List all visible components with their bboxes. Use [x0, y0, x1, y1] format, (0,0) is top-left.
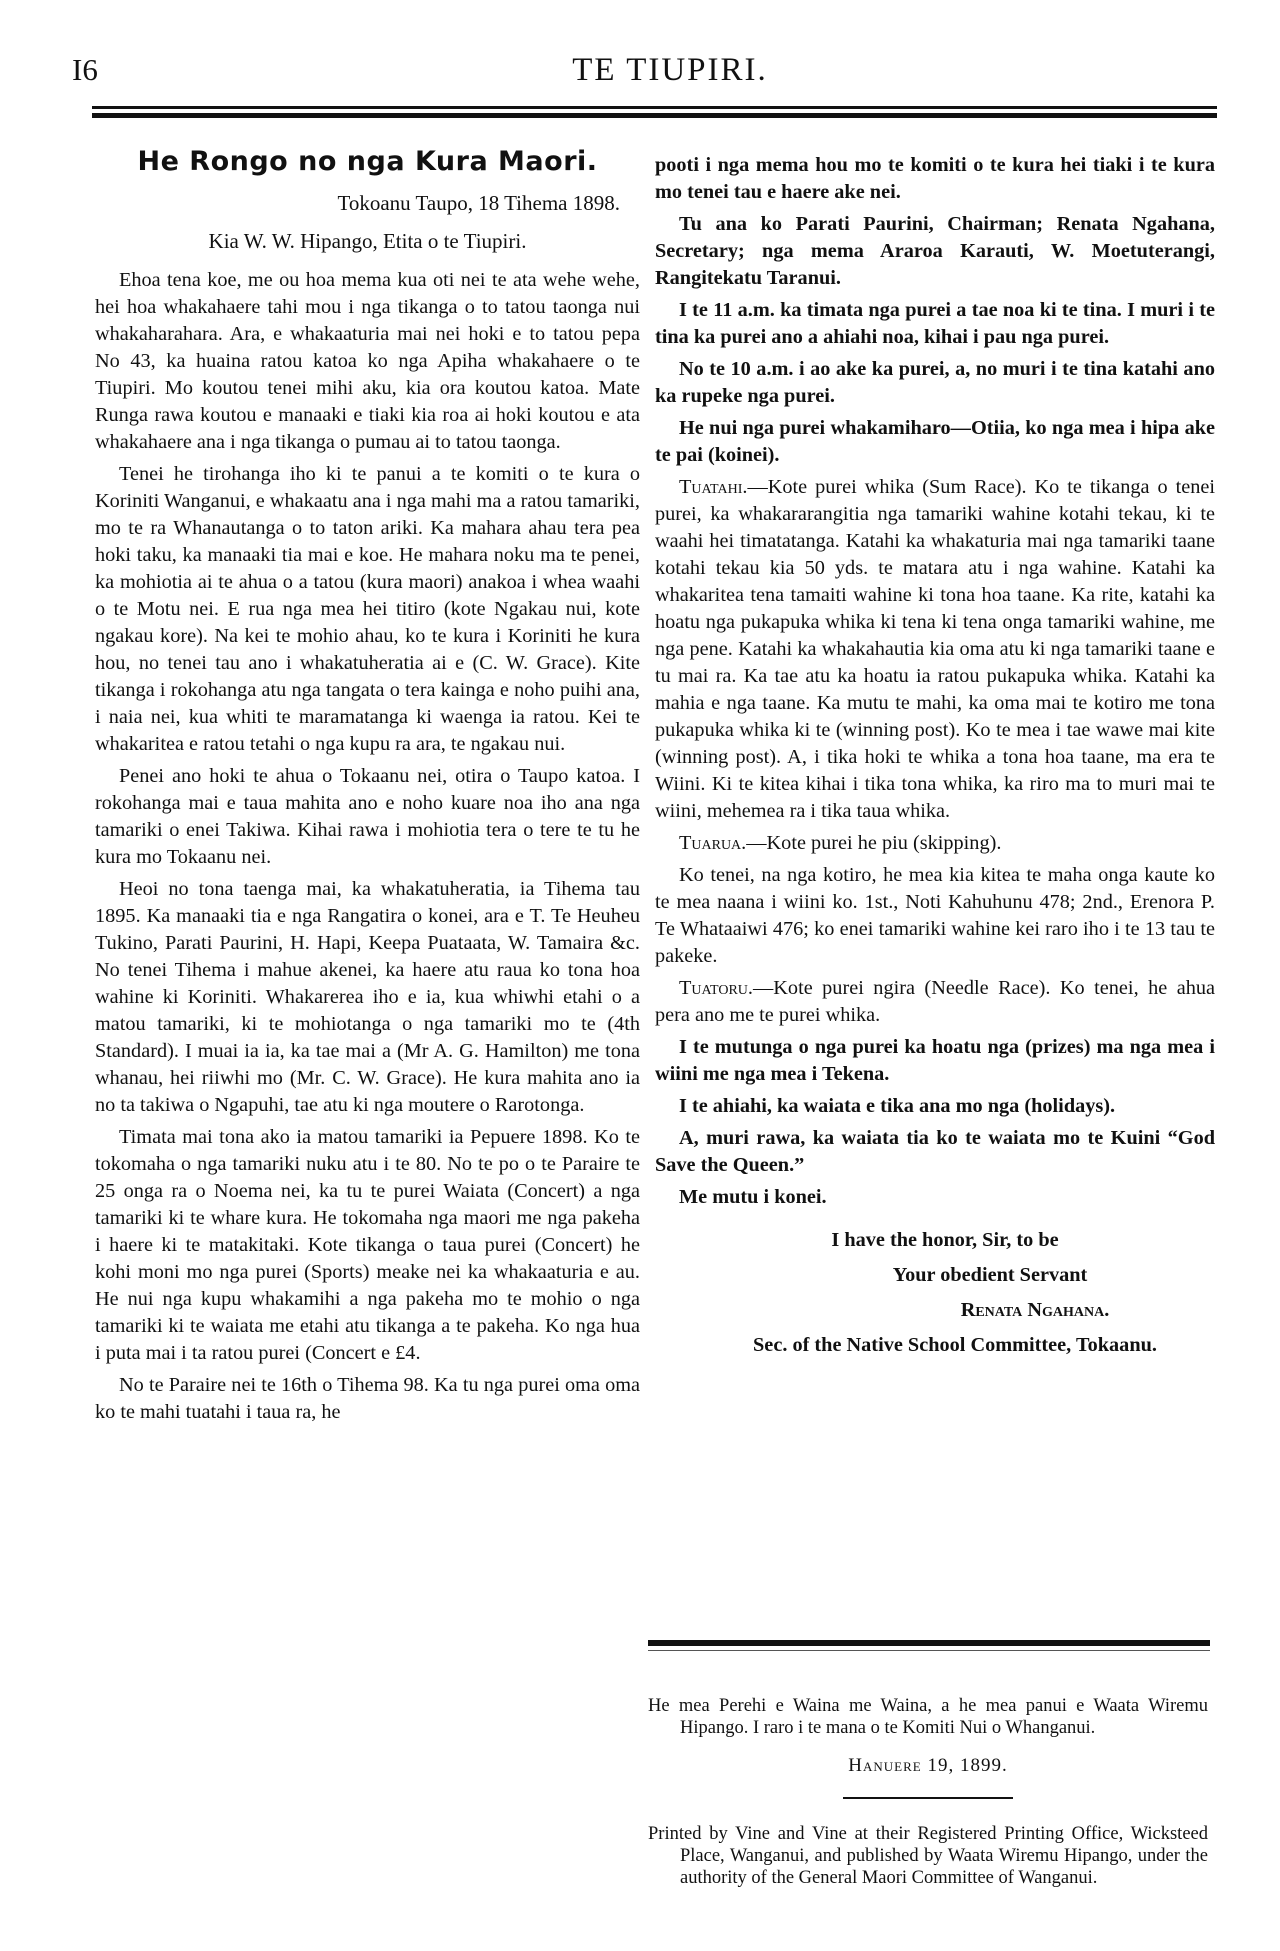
signoff-line: I have the honor, Sir, to be — [831, 1229, 1059, 1251]
header-rule — [92, 106, 1217, 109]
paragraph: A, muri rawa, ka waiata tia ko te waiata mo te Kuini “God Save the Queen.” — [655, 1127, 1215, 1176]
page-number: I6 — [72, 52, 98, 87]
paragraph: I te 11 a.m. ka timata nga purei a tae noa ki te tina. I muri i te tina ka purei ano a ahiahi noa, kihai i pau nga purei. — [655, 299, 1215, 348]
section-lead: Tuatahi. — [679, 476, 748, 498]
footer-rule — [648, 1640, 1210, 1646]
header-rule-thick — [92, 113, 1217, 118]
paragraph-tuatahi — [655, 474, 1215, 825]
paragraph: I te ahiahi, ka waiata e tika ana mo nga (holidays). — [679, 1095, 1116, 1117]
paragraph: Me mutu i konei. — [679, 1186, 827, 1208]
publication-notice: He mea Perehi e Waina me Waina, a he mea panui e Waata Wiremu Hipango. I raro i te mana o te Komiti Nui o Whanganui. — [648, 1696, 1208, 1738]
section-text: —Kote purei he piu (skipping). — [746, 832, 1002, 854]
imprint — [648, 1695, 1208, 1889]
paragraph: Ko tenei, na nga kotiro, he mea kia kitea te maha onga kaute ko te mea naana i wiini ko. 1st., Noti Kahuhunu 478; 2nd., Erenora P. Te Whataaiwi 476; ko enei tamariki wahine kei raro iho i te 13 tau te pakeke. — [655, 864, 1215, 967]
masthead: TE TIUPIRI. — [572, 52, 768, 88]
dateline: Tokoanu Taupo, 18 Tihema 1898. — [337, 191, 620, 215]
paragraph: No te Paraire nei te 16th o Tihema 98. Ka tu nga purei oma oma ko te mahi tuatahi i taua ra, he — [95, 1374, 640, 1423]
paragraph: Tenei he tirohanga iho ki te panui a te komiti o te kura o Koriniti Wanganui, e whakaatu ana i nga mahi ma a ratou tamariki, mo te ra Whanautanga o to taton ariki. Ka mahara ahau tera pea hoki taku, ka manaaki tia mai e koe. He mahara noku ma te penei, ka mohiotia ai te ahua o a tatou (kura maori) anakoa i whea waahi o te Motu nei. E rua nga mea hei titiro (kote Ngakau nui, kote ngakau kore). Na kei te mohio ahau, ko te kura i Koriniti he kura hou, no tenei tau ano i whakatuheratia ai e (C. W. Grace). Kite tikanga i rokohanga atu nga tangata o tera kainga e noho puihi ana, i naia nei, kua whiti te maramatanga ki waenga ia ratou. Kei te whakaritea e ratou tetahi o nga kupu ra ara, te ngakau nui. — [95, 463, 640, 755]
section-text: —Kote purei whika (Sum Race). Ko te tikanga o tenei purei, ka whakararangitia nga tamariki wahine kotahi tekau, ki te waahi hei timatatanga. Katahi ka whakaturia mai nga tamariki taane kotahi tekau kia 50 yds. te matara atu i nga wahine. Katahi ka whakaritea tena tamaiti wahine ki tona hoa taane. Ka rite, katahi ka hoatu nga pukapuka whika ki tena ki tena onga tamariki wahine, me nga pene. Katahi ka whakahautia kia oma atu ki nga tamariki taane e tu mai ra. Ka tae atu ka hoatu ia ratou pukapuka whika. Katahi ka mahia e nga taane. Ka mutu te mahi, ka oma mai te kotiro me tona pukapuka whika ki te (winning post). Ko te mea i tae wawe mai kite (winning post). A, i tika hoki te whika a tona hoa taane, ma era te Wiini. Ki te kitea kihai i tika tona whika, ka riro ma to muri mai te wiini, mehemea ra i tika taua whika. — [655, 476, 1215, 822]
divider — [843, 1797, 1013, 1799]
printer-notice: Printed by Vine and Vine at their Registered Printing Office, Wicksteed Place, Wanganui, and published by Waata Wiremu Hipango, under the authority of the General Maori Committee of Wanganui. — [648, 1824, 1208, 1888]
paragraph: Tu ana ko Parati Paurini, Chairman; Renata Ngahana, Secretary; nga mema Araroa Karauti, W. Moetuterangi, Rangitekatu Taranui. — [655, 213, 1215, 289]
paragraph: Heoi no tona taenga mai, ka whakatuheratia, ia Tihema tau 1895. Ka manaaki tia e nga Rangatira o konei, ara e T. Te Heuheu Tukino, Parati Paurini, H. Hapi, Keepa Puataata, W. Tamaira &c. No tenei Tihema i mahue akenei, ka haere atu raua ko tona hoa wahine ki Koriniti. Whakarerea iho e ia, kua whiwhi etahi o a matou tamariki, ki te mohiotanga o nga tamariki mo te (4th Standard). I muai ia ia, ka tae mai a (Mr A. G. Hamilton) me tona whanau, hei riiwhi mo (Mr. C. W. Grace). He kura mahita ano ia no ta takiwa o Ngapuhi, tae atu ki nga moutere o Rarotonga. — [95, 878, 640, 1116]
footer-rule-thin — [648, 1650, 1210, 1651]
right-column — [655, 152, 1215, 1363]
left-column — [95, 142, 640, 1431]
section-lead: Tuatoru. — [679, 977, 753, 999]
signoff-line: Your obedient Servant — [892, 1264, 1088, 1286]
signoff-role: Sec. of the Native School Committee, Tokaanu. — [753, 1334, 1157, 1356]
publication-date: Hanuere 19, 1899. — [848, 1755, 1008, 1776]
paragraph: Penei ano hoki te ahua o Tokaanu nei, otira o Taupo katoa. I rokohanga mai e taua mahita ano e noho kuare noa iho ana nga tamariki o enei Takiwa. Kihai rawa i mohiotia tera o tere te tu he kura mo Tokaanu nei. — [95, 765, 640, 868]
salutation: Kia W. W. Hipango, Etita o te Tiupiri. — [208, 229, 527, 253]
section-text: —Kote purei ngira (Needle Race). Ko tenei, he ahua pera ano me te purei whika. — [655, 977, 1215, 1026]
signoff-name: Renata Ngahana. — [960, 1299, 1110, 1321]
paragraph: Timata mai tona ako ia matou tamariki ia Pepuere 1898. Ko te tokomaha o nga tamariki nuku atu i te 80. No te po o te Paraire te 25 onga ra o Noema nei, ka tu te purei Waiata (Concert) a nga tamariki ki te whare kura. He tokomaha nga maori me nga pakeha i haere ki te matakitaki. Kote tikanga o taua purei (Concert) he kohi moni mo nga purei (Sports) meake nei ka whakaaturia e au. He nui nga kupu whakamihi a nga pakeha mo te mohio o nga tamariki ki te waiata me etahi atu tikanga a te pakeha. Ko nga hua i puta mai i ta ratou purei (Concert e £4. — [95, 1126, 640, 1364]
paragraph-tuatoru — [655, 975, 1215, 1029]
paragraph: pooti i nga mema hou mo te komiti o te kura hei tiaki i te kura mo tenei tau e haere ake nei. — [655, 154, 1215, 203]
paragraph: Ehoa tena koe, me ou hoa mema kua oti nei te ata wehe wehe, hei hoa whakahaere tahi mou i nga tikanga o to tatou taonga nui whakaharahara. Ara, e whakaaturia mai nei hoki e to tatou pepa No 43, ka huaina ratou katoa ko nga Apiha whakahaere o te Tiupiri. Mo koutou tenei mihi aku, kia ora koutou katoa. Mate Runga rawa koutou e manaaki e tiaki kia roa ai hoki koutou e ata whakahaere ana i nga tikanga o pumau ai to tatou taonga. — [95, 269, 640, 453]
article-title: He Rongo no nga Kura Maori. — [137, 146, 598, 177]
paragraph: I te mutunga o nga purei ka hoatu nga (prizes) ma nga mea i wiini me nga mea i Tekena. — [655, 1036, 1215, 1085]
section-lead: Tuarua. — [679, 832, 747, 854]
signoff — [655, 1223, 1215, 1363]
paragraph: He nui nga purei whakamiharo—Otiia, ko nga mea i hipa ake te pai (koinei). — [655, 417, 1215, 466]
paragraph-tuarua — [655, 830, 1215, 857]
paragraph: No te 10 a.m. i ao ake ka purei, a, no muri i te tina katahi ano ka rupeke nga purei. — [655, 358, 1215, 407]
